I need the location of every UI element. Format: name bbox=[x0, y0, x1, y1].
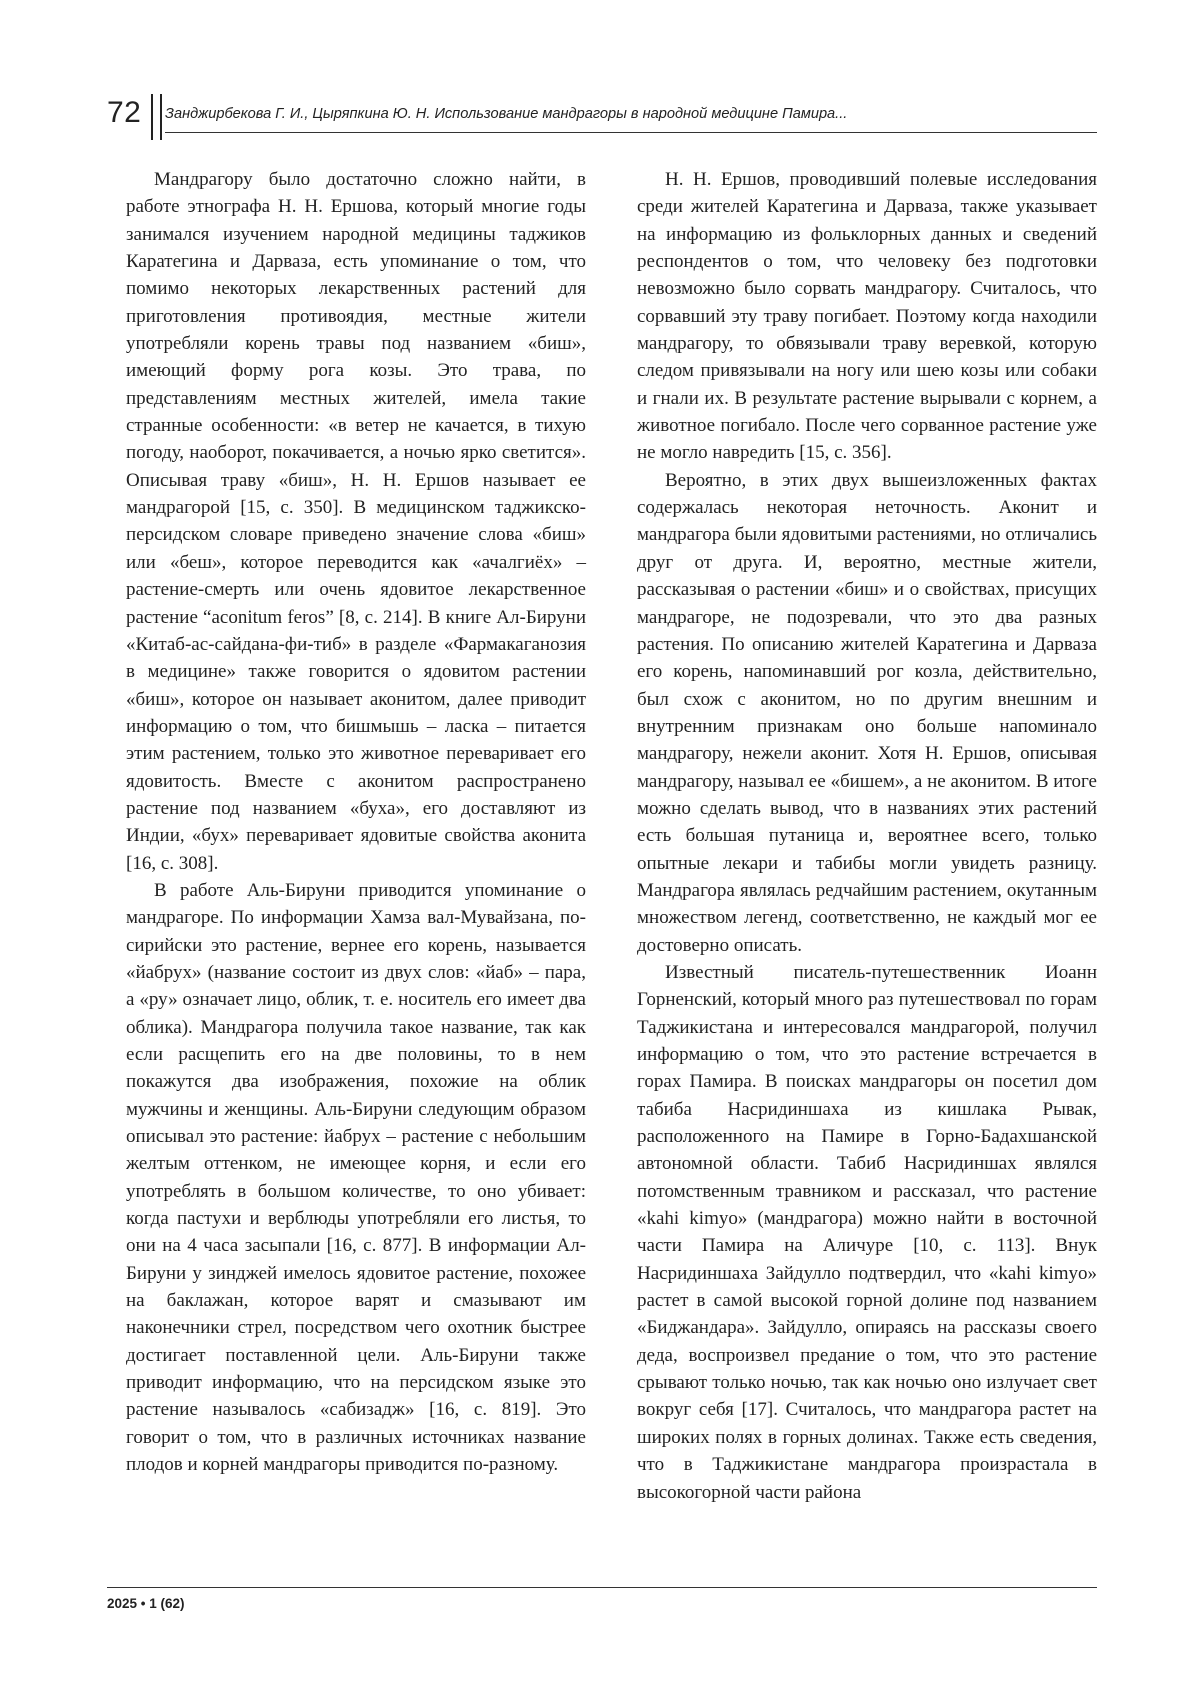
paragraph: Н. Н. Ершов, проводивший полевые исследования среди жителей Каратегина и Дарваза, также указывает на информацию из фольклорных данных и сведений респондентов о том, что человеку без подготовки невозможно было сорвать мандрагору. Считалось, что сорвавший эту траву погибает. Поэтому когда находили мандрагору, то обвязывали траву веревкой, которую следом привязывали на ногу или шею козы или собаки и гнали их. В результате растение вырывали с корнем, а животное погибало. После чего сорванное растение уже не могло навредить [15, с. 356]. bbox=[637, 169, 1097, 464]
paragraph: Мандрагору было достаточно сложно найти, в работе этнографа Н. Н. Ершова, который многие годы занимался изучением народной медицины таджиков Каратегина и Дарваза, есть упоминание о том, что помимо некоторых лекарственных растений для приготовления противоядия, местные жители употребляли корень травы под названием «биш», имеющий форму рога козы. Это трава, по представлениям местных жителей, имела такие странные особенности: «в ветер не качается, в тихую погоду, наоборот, покачивается, а ночью ярко светится». Описывая траву «биш», Н. Н. Ершов называет ее мандрагорой [15, с. 350]. В медицинском таджикско-персидском словаре приведено значение слова «биш» или «беш», которое переводится как «ачалгиёх» – растение-смерть или очень ядовитое лекарственное растение “aconitum feros” [8, с. 214]. В книге Ал-Бируни «Китаб-ас-сайдана-фи-тиб» в разделе «Фармакаганозия в медицине» также говорится о ядовитом растении «биш», которое он называет аконитом, далее приводит информацию о том, что бишмышь – ласка – питается этим растением, только это животное переваривает его ядовитость. Вместе с аконитом распространено растение под названием «буха», его доставляют из Индии, «бух» переваривает ядовитые свойства аконита [16, с. 308]. bbox=[126, 169, 586, 874]
right-column bbox=[637, 166, 1097, 1566]
page-header bbox=[107, 94, 1097, 140]
paragraph: Вероятно, в этих двух вышеизложенных фактах содержалась некоторая неточность. Аконит и мандрагора были ядовитыми растениями, но отличались друг от друга. И, вероятно, местные жители, рассказывая о растении «биш» и о свойствах, присущих мандрагоре, не подозревали, что это два разных растения. По описанию жителей Каратегина и Дарваза его корень, напоминавший рог козла, действительно, был схож с аконитом, но по другим внешним и внутренним признакам оно больше напоминало мандрагору, нежели аконит. Хотя Н. Ершов, описывая мандрагору, называл ее «бишем», а не аконитом. В итоге можно сделать вывод, что в названиях этих растений есть большая путаница и, вероятнее всего, только опытные лекари и табибы могли увидеть разницу. Мандрагора являлась редчайшим растением, окутанным множеством легенд, соответственно, не каждый мог ее достоверно описать. bbox=[637, 469, 1097, 956]
paragraph: Известный писатель-путешественник Иоанн Горненский, который много раз путешествовал по горам Таджикистана и интересовался мандрагорой, получил информацию о том, что это растение встречается в горах Памира. В поисках мандрагоры он посетил дом табиба Насридиншаха из кишлака Рывак, расположенного на Памире в Горно-Бадахшанской автономной области. Табиб Насридиншах являлся потомственным травником и рассказал, что растение «kahi kimyo» (мандрагора) можно найти в восточной части Памира на Аличуре [10, с. 113]. Внук Насридиншаха Зайдулло подтвердил, что «kahi kimyo» растет в самой высокой горной долине под названием «Биджандара». Зайдулло, опираясь на рассказы своего деда, воспроизвел предание о том, что это растение срывают только ночью, так как ночью оно излучает свет вокруг себя [17]. Считалось, что мандрагора растет на широких полях в горных долинах. Также есть сведения, что в Таджикистане мандрагора произрастала в высокогорной части района bbox=[637, 961, 1097, 1503]
header-double-rule bbox=[151, 94, 162, 140]
footer-rule bbox=[107, 1587, 1097, 1588]
paragraph: В работе Аль-Бируни приводится упоминание о мандрагоре. По информации Хамза вал-Мувайзана, по-сирийски это растение, вернее его корень, называется «йабрух» (название состоит из двух слов: «йаб» – пара, а «ру» означает лицо, облик, т. е. носитель его имеет два облика). Мандрагора получила такое название, так как если расщепить его на две половины, то в нем покажутся два изображения, похожие на облик мужчины и женщины. Аль-Бируни следующим образом описывал это растение: йабрух – растение с небольшим желтым оттенком, не имеющее корня, и если его употреблять в большом количестве, то оно убивает: когда пастухи и верблюды употребляли его листья, то они на 4 часа засыпали [16, с. 877]. В информации Ал-Бируни у зинджей имелось ядовитое растение, похожее на баклажан, которое варят и смазывают им наконечники стрел, посредством чего охотник быстрее достигает поставленной цели. Аль-Бируни также приводит информацию, что на персидском языке это растение называлось «сабизадж» [16, с. 819]. Это говорит о том, что в различных источниках название плодов и корней мандрагоры приводится по-разному. bbox=[126, 879, 586, 1476]
page-number: 72 bbox=[107, 96, 142, 129]
running-title: Занджирбекова Г. И., Цыряпкина Ю. Н. Использование мандрагоры в народной медицине Памира... bbox=[165, 106, 848, 122]
left-column bbox=[126, 166, 586, 1566]
issue-number: 2025 • 1 (62) bbox=[107, 1596, 185, 1611]
header-rule bbox=[165, 132, 1097, 133]
